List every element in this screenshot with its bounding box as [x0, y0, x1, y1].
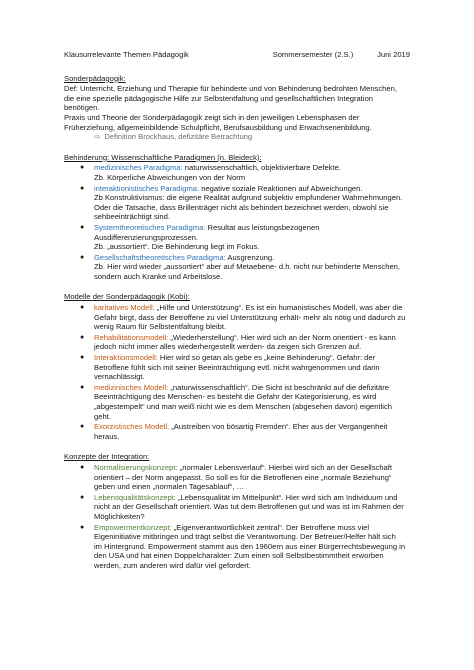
section-heading: Sonderpädagogik: [64, 73, 126, 83]
model-text: jedoch nicht immer alles wiederhergestellt werden- da zeigen sich Grenzen auf. [94, 342, 362, 352]
concept-text: im Hintergrund. Empowerment stammt aus den 1960ern aus einer Bürgerrechtsbewegung in [94, 541, 406, 551]
paradigm-example: Oder die Tatsache, dass Brillenträger nicht als behindert bezeichnet werden, obwohl sie [94, 202, 389, 212]
list-item [64, 463, 410, 492]
model-text: Hier wird so getan als gebe es „keine Behinderung“. Gefahr: der [157, 353, 376, 363]
list-item [64, 422, 410, 441]
paradigm-example: Zb Konstruktivismus: die eigene Realität aufgrund subjektiv empfundener Wahrnehmungen. [94, 193, 403, 203]
section-sonderpaedagogik [64, 74, 410, 142]
concept-text: „normaler Lebensverlauf“. Hierbei wird sich an der Gesellschaft [177, 462, 392, 472]
paradigm-example: Zb. Körperliche Abweichungen von der Norm [94, 172, 246, 182]
model-term: karitatives Modell: [94, 303, 155, 313]
model-text: geht. [94, 411, 111, 421]
model-text: „Hilfe und Unterstützung“. Es ist ein humanistisches Modell, was aber die [154, 303, 403, 313]
list-item [64, 184, 410, 222]
concept-term: Normalisierungskonzept: [94, 462, 178, 472]
bullet-icon: ● [80, 184, 85, 192]
bullet-icon: ● [80, 304, 85, 312]
bullet-icon: ● [80, 354, 85, 362]
list-item [64, 523, 410, 571]
paradigm-example: Zb. „aussortiert“. Die Behinderung liegt im Fokus. [94, 242, 260, 252]
concept-list [64, 463, 410, 571]
paradigm-text: Ausgrenzung. [225, 252, 275, 262]
model-term: Rehabilitationsmodell: [94, 332, 169, 342]
model-list [64, 303, 410, 441]
bullet-icon: ● [80, 523, 85, 531]
paradigm-example: sondern auch Kranke und Arbeitslose. [94, 271, 223, 281]
bullet-icon: ● [80, 333, 85, 341]
header-title: Klausurrelevante Themen Pädagogik [64, 50, 189, 59]
list-item [64, 163, 410, 182]
list-item [64, 303, 410, 332]
paradigm-example: Zb. Hier wird wieder „aussortiert“ aber auf Metaebene- d.h. nicht nur behinderte Menschen, [94, 262, 401, 272]
bullet-icon: ● [80, 223, 85, 231]
paradigm-text: Resultat aus leistungsbezogenen [205, 222, 320, 232]
model-text: „Wiederherstellung“. Hier wird sich an der Norm orientiert - es kann [168, 332, 396, 342]
concept-text: „Lebensqualität im Mittelpunkt“. Hier wird sich am Individuum und [175, 492, 398, 502]
bullet-icon: ● [80, 463, 85, 471]
paradigm-example: Ausdifferenzierungsprozessen. [94, 232, 199, 242]
model-text: heraus. [94, 431, 120, 441]
definition-line: Früherziehung, allgemeinbildende Schulpflicht, Berufsausbildung und Erwachsenenbildung. [64, 122, 372, 132]
model-text: vernachlässigt. [94, 372, 145, 382]
concept-text: orientiert – der Norm angepasst. So soll es für die Betroffenen eine „normale Beziehung“ [94, 472, 392, 482]
paradigm-term: Gesellschaftstheoretisches Paradigma: [94, 252, 226, 262]
list-item [64, 223, 410, 252]
list-item [64, 383, 410, 421]
paradigm-list [64, 163, 410, 281]
concept-term: Lebensqualitätskonzept: [94, 492, 176, 502]
section-heading: Behinderung: Wissenschaftliche Paradigmen (n. Bleideck): [64, 152, 262, 162]
model-text: Beeinträchtigung des Menschen- es besteht die Gefahr der Kategorisierung, es wird [94, 392, 377, 402]
definition-line: Def: Unterricht, Erziehung und Therapie für behinderte und von Behinderung bedrohten Menschen, [64, 84, 397, 94]
concept-text: „Eigenverantwortlichkeit zentral“. Der Betroffene muss viel [171, 522, 370, 532]
section-heading: Modelle der Sonderpädagogik (Kobi): [64, 292, 190, 302]
list-item [64, 493, 410, 522]
arrow-right-icon: ⇨ [94, 132, 101, 142]
model-text: „Austreiben von bösartig Fremden“. Eher aus der Vergangenheit [169, 422, 388, 432]
section-behinderung [64, 153, 410, 282]
paradigm-term: Systemtheoretisches Paradigma: [94, 222, 206, 232]
concept-term: Empowermentkonzept: [94, 522, 172, 532]
bullet-icon: ● [80, 164, 85, 172]
header-semester: Sommersemester (2.S.) [272, 50, 354, 59]
bullet-icon: ● [80, 253, 85, 261]
paradigm-term: medizinisches Paradigma: [94, 163, 183, 173]
bullet-icon: ● [80, 493, 85, 501]
definition-line: Praxis und Theorie der Sonderpädagogik zeigt sich in den jeweiligen Lebensphasen der [64, 112, 360, 122]
definition-line: benötigen. [64, 103, 100, 113]
model-text: wenig Raum für Selbstentfaltung bleibt. [94, 322, 227, 332]
model-text: Gefahr birgt, dass der Betroffene zu viel Unterstützung erhält- mehr als nötig und dadurch zu [94, 312, 406, 322]
model-term: medizinisches Modell: [94, 382, 169, 392]
list-item [64, 253, 410, 282]
definition-line: die eine spezielle pädagogische Hilfe zur Selbstentfaltung und gesellschaftlichen Integration [64, 93, 374, 103]
reference-line [64, 132, 410, 142]
list-item [64, 333, 410, 352]
concept-text: den USA und hat einen Doppelcharakter: Zum einen soll Selbstbestimmtheit erworben [94, 551, 384, 561]
concept-text: werden, zum anderen wird dafür viel gefordert. [94, 560, 252, 570]
section-integration [64, 452, 410, 570]
concept-text: geben und einen „normalen Tagesablauf“, … [94, 482, 245, 492]
reference-text: Definition Brockhaus, defizitäre Betrachtung [104, 132, 253, 142]
header-date: Juni 2019 [377, 50, 410, 59]
paradigm-example: sehbeeinträchtigt sind. [94, 212, 170, 222]
model-term: Exorzistisches Modell: [94, 422, 170, 432]
paradigm-text: naturwissenschaftlich, objektivierbare Defekte. [182, 163, 341, 173]
model-text: „naturwissenschaftlich“. Die Sicht ist beschränkt auf die defizitäre [168, 382, 390, 392]
model-text: „abgestempelt“ und man weiß nicht wie es dem Menschen (abgesehen davon) eigentlich [94, 402, 393, 411]
list-item [64, 353, 410, 382]
bullet-icon: ● [80, 423, 85, 431]
concept-text: nicht an der Gesellschaft orientiert. Was tut dem Betroffenen gut und was ist im Rahmen der [94, 502, 404, 512]
model-text: Betroffene fühlt sich mit seiner Beeinträchtigung evtl. nicht wahrgenommen und darin [94, 362, 380, 372]
page-header [64, 50, 410, 60]
model-term: Interaktionsmodell: [94, 353, 158, 363]
concept-text: Möglichkeiten? [94, 511, 145, 521]
paradigm-text: negative soziale Reaktionen auf Abweichungen. [199, 183, 363, 193]
paradigm-term: interaktionistisches Paradigma: [94, 183, 200, 193]
section-heading: Konzepte der Integration: [64, 452, 150, 462]
bullet-icon: ● [80, 383, 85, 391]
section-modelle [64, 292, 410, 441]
concept-text: Eigeninitiative mitbringen und trägt selbst die Verantwortung. Der Betreuer/Helfer hält sich [94, 532, 396, 542]
